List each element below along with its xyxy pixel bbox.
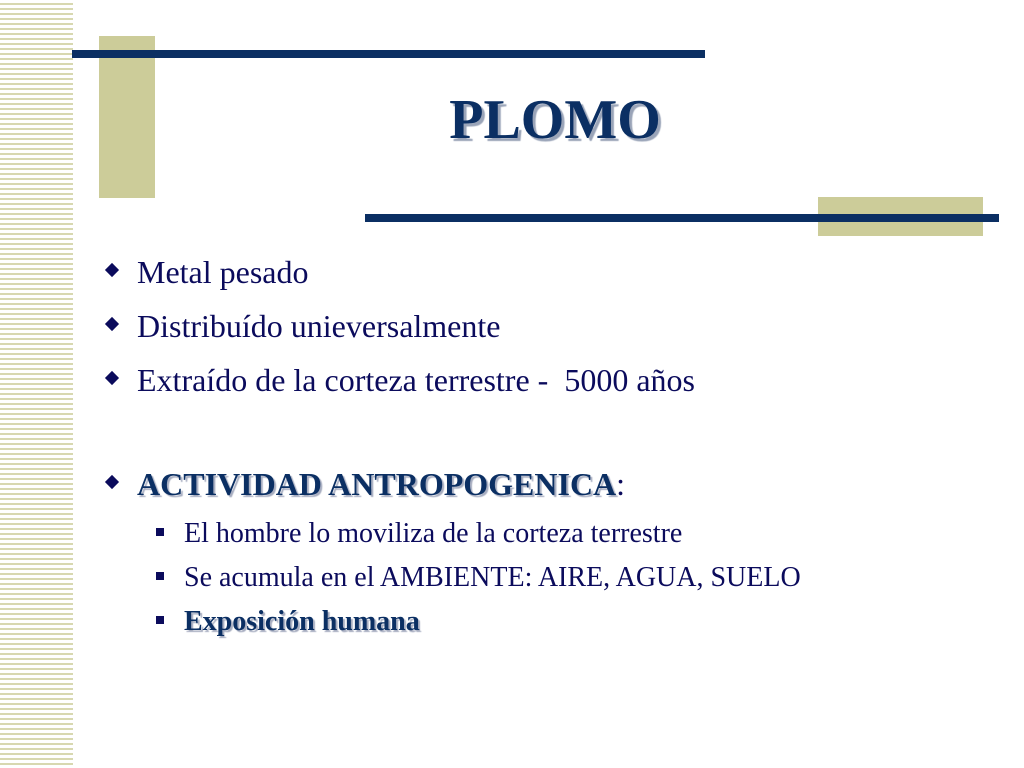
sub-bullet-item xyxy=(156,518,682,550)
slide-title: PLOMO xyxy=(449,89,661,151)
bullet-suffix: : xyxy=(616,466,626,502)
accent-block-left xyxy=(99,36,155,198)
bullet-item xyxy=(107,254,309,291)
square-bullet-icon xyxy=(156,528,164,536)
bullet-text-emphasis: ACTIVIDAD ANTROPOGENICA xyxy=(137,466,617,502)
bullet-item xyxy=(107,308,500,345)
diamond-bullet-icon xyxy=(105,371,119,385)
sub-bullet-text-emphasis: Exposición humana xyxy=(184,606,420,637)
top-rule-line xyxy=(72,50,705,58)
bullet-item xyxy=(107,466,625,503)
diamond-bullet-icon xyxy=(105,317,119,331)
square-bullet-icon xyxy=(156,616,164,624)
square-bullet-icon xyxy=(156,572,164,580)
sub-bullet-text: El hombre lo moviliza de la corteza terrestre xyxy=(184,518,683,549)
sub-bullet-item xyxy=(156,562,801,594)
bottom-rule-line xyxy=(365,214,999,222)
bullet-text: Distribuído unieversalmente xyxy=(137,308,501,344)
bullet-text: Metal pesado xyxy=(137,254,309,290)
sub-bullet-text: Se acumula en el AMBIENTE: AIRE, AGUA, SUELO xyxy=(184,562,801,593)
diamond-bullet-icon xyxy=(105,263,119,277)
striped-sidebar-decoration xyxy=(0,0,73,768)
bullet-item xyxy=(107,362,695,399)
bullet-text: Extraído de la corteza terrestre - 5000 años xyxy=(137,362,695,398)
sub-bullet-item xyxy=(156,606,420,638)
diamond-bullet-icon xyxy=(105,475,119,489)
